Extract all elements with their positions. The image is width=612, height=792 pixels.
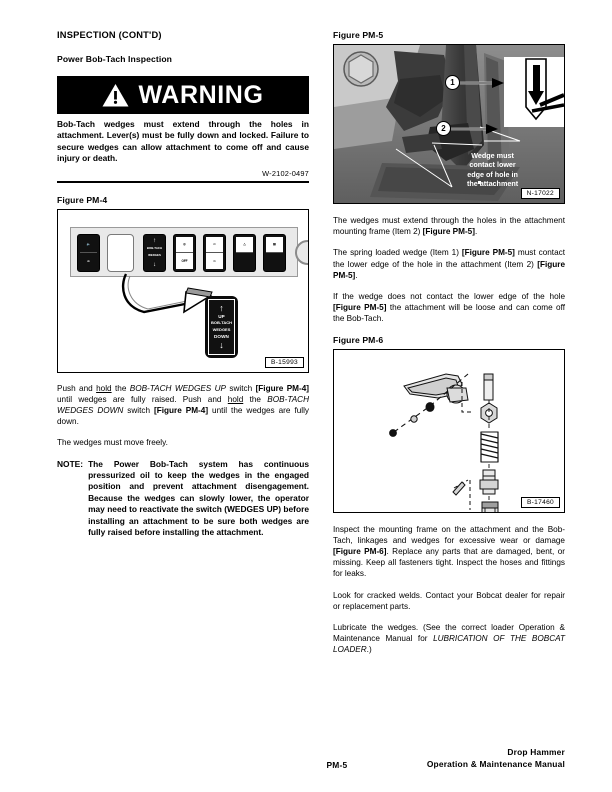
figure-pm6-id: B-17460 [521, 497, 560, 508]
rp2-seg3: must contact the lower edge of the hole in the attachment (Item 2) [333, 248, 565, 269]
rp4-seg1: Inspect the mounting frame on the attachment and the Bob-Tach, linkages and wedges for excessive wear or damage [333, 524, 565, 545]
switch-off-label: OFF [181, 258, 188, 263]
pm5-caption-line-3: edge of hole in [467, 169, 518, 179]
enlarged-wedges-switch [205, 296, 238, 358]
warning-word: WARNING [138, 80, 264, 109]
rp3-seg3: the attachment will be loose and can come off the Bob-Tach. [333, 303, 565, 324]
switch-horn [77, 234, 100, 272]
enlarged-switch-mid-line1: BOB-TACH [210, 319, 233, 325]
rp4-seg3: . Replace any parts that are damaged, bent, or missing. Keep all fasteners tight. Inspect the hoses and fittings for leaks. [333, 547, 566, 579]
switch-bob-tach-wedges [143, 234, 166, 272]
right-paragraph-6 [333, 622, 565, 656]
switch-triangle [233, 234, 256, 272]
callout-2-arrow-icon [451, 123, 499, 135]
rp6-seg1: Lubricate the wedges. (See the correct loader Operation & Maintenance Manual for [333, 623, 565, 644]
rp4-figref: [Figure PM-6] [333, 547, 387, 557]
p1-seg13: until the wedges are fully down. [57, 406, 310, 427]
right-paragraph-1 [333, 215, 565, 237]
footer-doc-subtitle: Operation & Maintenance Manual [426, 758, 565, 769]
p1-seg1: Push and [57, 383, 97, 393]
right-column [333, 30, 565, 656]
callout-2-bubble: 2 [436, 121, 451, 136]
left-paragraph-1 [57, 383, 309, 428]
warning-code: W-2102-0497 [262, 168, 309, 178]
warning-banner [57, 76, 309, 114]
rp1-seg1: The wedges must extend through the holes in the attachment mounting frame (Item 2) [333, 216, 565, 237]
switch-wedges-label-1: BOB-TACH [146, 246, 163, 251]
rp1-figref: [Figure PM-5] [422, 227, 475, 237]
footer-doc-info [427, 747, 565, 770]
switch-wedges-label-2: WEDGES [148, 253, 161, 258]
warning-triangle-icon [102, 83, 129, 107]
p1-hold-2: hold [227, 394, 244, 404]
switch-horn-bottom-icon: ➦ [80, 253, 97, 269]
switch-arrow-right-icon: ⇨ [213, 258, 216, 263]
callout-1-bubble: 1 [445, 75, 460, 90]
p1-switch-up: BOB-TACH WEDGES UP [129, 383, 227, 393]
switch-arrow-left-icon: ⇦ [206, 237, 223, 254]
figure-pm4-title: Figure PM-4 [57, 194, 108, 205]
pm5-caption-line-1: Wedge must [471, 151, 514, 160]
pm5-caption-line-2: contact lower [469, 160, 516, 170]
figure-pm5-title: Figure PM-5 [333, 30, 384, 40]
p1-hold-1: hold [96, 383, 112, 393]
callout-2-group [436, 121, 499, 136]
right-paragraph-2 [333, 247, 565, 281]
note-block [57, 459, 309, 539]
footer-doc-title: Drop Hammer [507, 747, 565, 757]
right-paragraph-3 [333, 291, 565, 325]
callout-1-group [445, 75, 505, 90]
rp6-italic-ref: LUBRICATION OF THE BOBCAT LOADER [333, 634, 565, 655]
enlarged-switch-up-label: UP [218, 313, 225, 319]
figure-pm5-id: N-17022 [521, 188, 560, 199]
figure-pm4-id: B-15993 [265, 357, 304, 368]
rp3-figref: [Figure PM-5] [333, 303, 387, 313]
right-paragraph-5: Look for cracked welds. Contact your Bobcat dealer for repair or replacement parts. [333, 590, 565, 611]
page-footer [0, 747, 612, 770]
rp2-seg5: . [355, 270, 358, 280]
enlarged-switch-down-label: DOWN [214, 334, 229, 340]
switch-panel [70, 227, 298, 277]
switch-triangle-lower [236, 253, 253, 269]
switch-triangle-icon: △ [236, 237, 253, 254]
left-paragraph-2: The wedges must move freely. [57, 438, 168, 448]
p1-figref-1: [Figure PM-4] [255, 383, 309, 393]
note-label: NOTE: [57, 458, 84, 469]
warning-text: Bob-Tach wedges must extend through the holes in attachment. Lever(s) must be fully down and locked. Failure to secure wedges can allow attachment to come off and cause injury or death. [57, 119, 309, 164]
warning-rule [57, 181, 309, 183]
switch-panel-lower [266, 253, 283, 269]
switch-power-off [173, 234, 196, 272]
subsection-heading: Power Bob-Tach Inspection [57, 54, 173, 64]
p1-seg7: until wedges are fully raised. Push and [57, 394, 228, 404]
rotary-knob [295, 240, 309, 265]
rp3-seg1: If the wedge does not contact the lower edge of the hole [333, 292, 565, 302]
enlarged-switch-mid-line2: WEDGES [212, 326, 231, 332]
figure-pm4-image [57, 209, 309, 373]
section-heading: INSPECTION (CONT'D) [57, 30, 162, 40]
warning-block [57, 76, 309, 183]
figure-pm6-image [333, 349, 565, 513]
exploded-wedge-assembly-diagram [334, 350, 564, 512]
switch-panel-icon: ▧ [266, 237, 283, 254]
switch-power-icon: ◎ [176, 237, 193, 254]
switch-blank [107, 234, 134, 272]
figure-pm5-image [333, 44, 565, 204]
rp1-seg3: . [474, 227, 478, 237]
enlarged-switch-up-arrow: ↑ [219, 302, 224, 313]
enlarged-switch-down-arrow: ↓ [219, 340, 224, 351]
right-paragraph-4 [333, 524, 565, 580]
switch-panel-light [263, 234, 286, 272]
switch-horn-top-icon: 🔈 [80, 237, 97, 254]
p1-seg5: switch [226, 383, 256, 393]
footer-page-number: PM-5 [326, 760, 348, 770]
figure-pm6-title: Figure PM-6 [333, 334, 384, 345]
pm5-caption-line-4: the attachment [467, 179, 519, 189]
rp2-seg1: The spring loaded wedge (Item 1) [333, 248, 462, 258]
figure-pm5-caption [467, 151, 518, 189]
switch-wedges-up-arrow: ↑ [153, 237, 156, 244]
rp2-figref-1: [Figure PM-5] [461, 248, 515, 258]
p1-switch-down: BOB-TACH WEDGES DOWN [57, 394, 309, 416]
rp2-figref-2: [Figure PM-5] [333, 259, 565, 280]
callout-arrow-icon [118, 272, 218, 320]
p1-seg9: the [243, 394, 268, 404]
switch-arrows [203, 234, 226, 272]
left-column [57, 30, 309, 538]
callout-1-arrow-icon [460, 77, 505, 89]
switch-wedges-down-arrow: ↓ [153, 261, 156, 268]
note-text: The Power Bob-Tach system has continuous pressurized oil to keep the wedges in the engaged position and prevent attachment disengagement. Because the wedges can slowly lower, the operator may need to reactivate the switch (WEDGES UP) before installing an attachment to be sure both wedges are fully raised before installing the attachment. [88, 458, 309, 538]
p1-seg11: switch [123, 406, 155, 416]
rp6-seg3: .) [366, 645, 372, 655]
p1-seg3: the [111, 383, 130, 393]
p1-figref-2: [Figure PM-4] [154, 406, 209, 416]
